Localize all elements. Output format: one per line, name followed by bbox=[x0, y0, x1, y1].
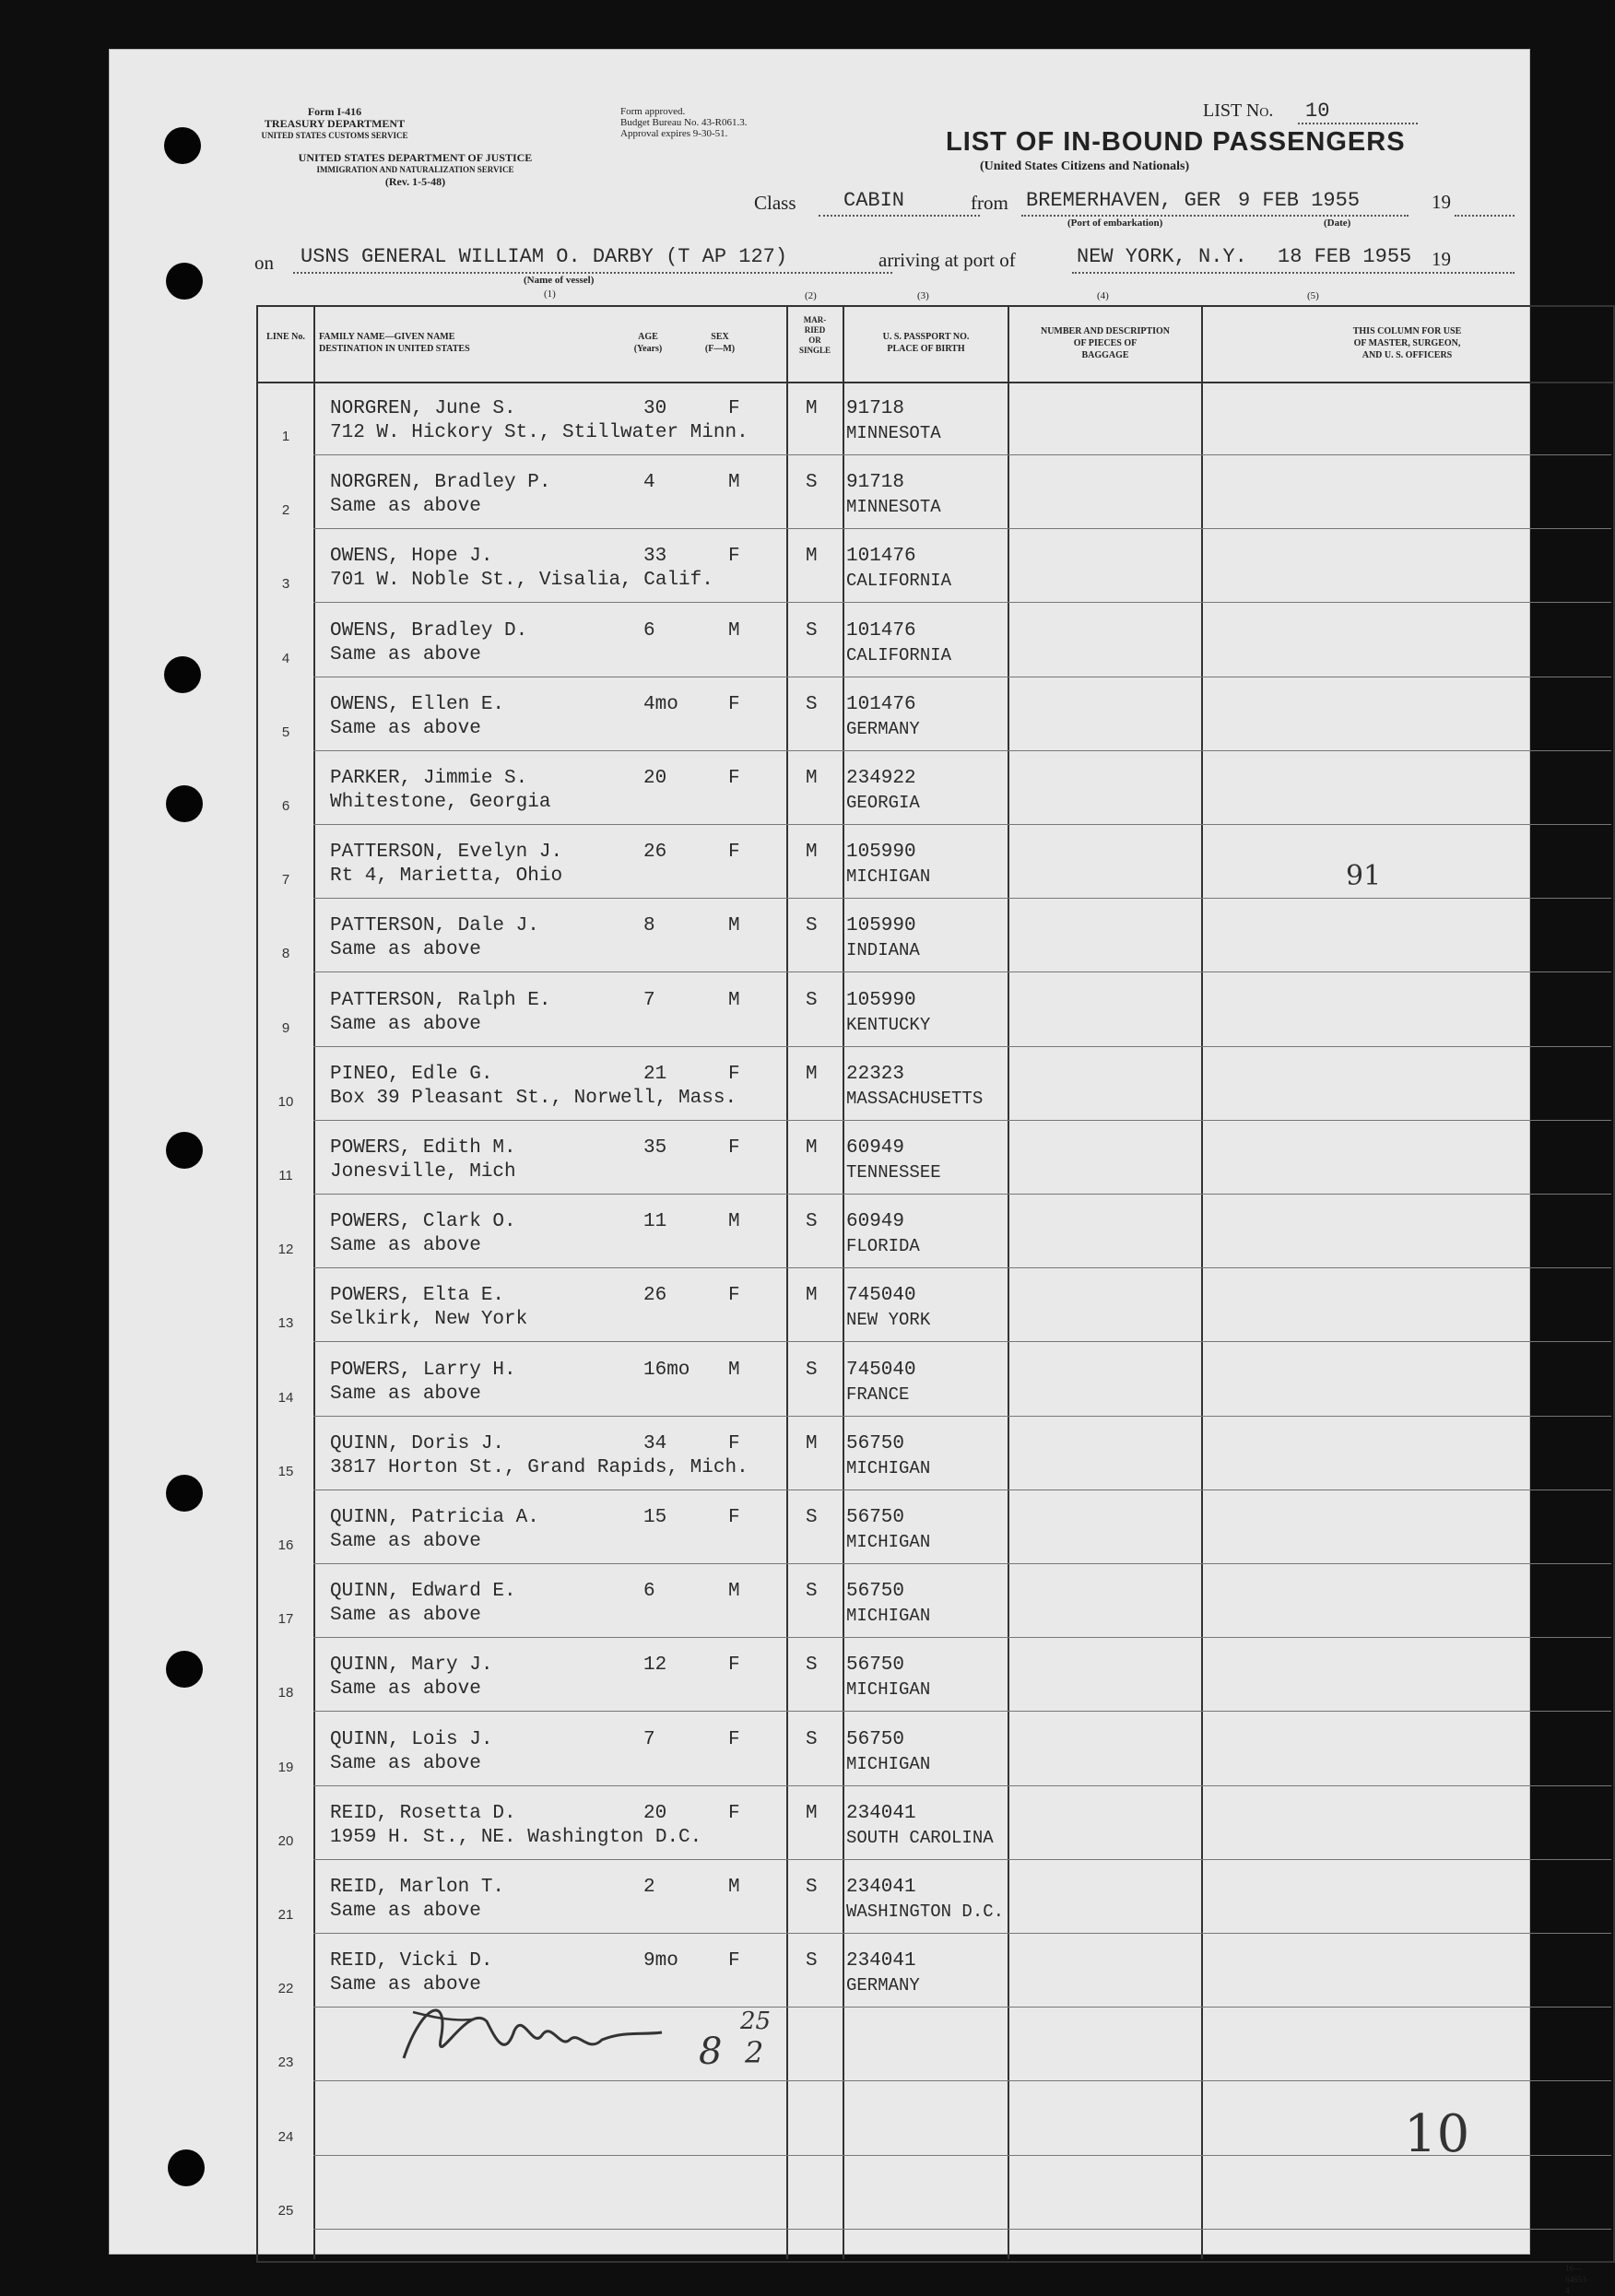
place-of-birth: FLORIDA bbox=[846, 1236, 920, 1256]
passenger-sex: M bbox=[728, 915, 740, 936]
line-number: 8 bbox=[281, 946, 290, 961]
embarkation-port: BREMERHAVEN, GER bbox=[1026, 189, 1221, 212]
passenger-sex: F bbox=[728, 1950, 740, 1972]
vessel-caption: (Name of vessel) bbox=[524, 275, 595, 286]
col-divider-officers bbox=[1201, 307, 1203, 2259]
passenger-name: QUINN, Lois J. bbox=[330, 1729, 493, 1750]
passenger-age: 7 bbox=[643, 1729, 655, 1750]
passenger-sex: F bbox=[728, 398, 740, 419]
passenger-name: REID, Marlon T. bbox=[330, 1877, 505, 1898]
passenger-destination: Same as above bbox=[330, 939, 481, 960]
col-header-baggage: NUMBER AND DESCRIPTION OF PIECES OF BAGGAGE bbox=[1040, 326, 1170, 360]
passenger-sex: F bbox=[728, 1507, 740, 1528]
passenger-name: NORGREN, Bradley P. bbox=[330, 472, 551, 493]
row-rule bbox=[313, 1859, 1611, 1860]
manifest-page bbox=[109, 49, 1589, 2295]
row-rule bbox=[313, 1933, 1611, 1934]
passenger-age: 34 bbox=[643, 1433, 667, 1454]
punch-hole-2 bbox=[166, 263, 203, 300]
col-header-line: LINE No. bbox=[266, 332, 305, 342]
form-id: Form I-416 bbox=[307, 105, 362, 118]
dept-treasury: TREASURY DEPARTMENT bbox=[264, 117, 406, 130]
list-number-label: LIST No. bbox=[1203, 100, 1274, 121]
column-3-number: (3) bbox=[917, 290, 929, 301]
passenger-name: OWENS, Hope J. bbox=[330, 546, 493, 567]
line-number: 23 bbox=[277, 2055, 294, 2070]
passenger-name: PATTERSON, Ralph E. bbox=[330, 990, 551, 1011]
row-rule bbox=[313, 1785, 1611, 1786]
passport-number: 91718 bbox=[846, 398, 905, 419]
dept-immigration: IMMIGRATION AND NATURALIZATION SERVICE bbox=[316, 165, 514, 174]
passenger-destination: Whitestone, Georgia bbox=[330, 792, 551, 813]
approval-line-1: Form approved. bbox=[620, 106, 686, 117]
class-label: Class bbox=[754, 192, 796, 214]
passenger-marital-status: M bbox=[806, 1433, 818, 1454]
passenger-marital-status: S bbox=[806, 620, 818, 642]
line-number: 19 bbox=[277, 1760, 294, 1775]
row-rule bbox=[313, 824, 1611, 825]
line-number: 1 bbox=[281, 429, 290, 444]
passport-number: 22323 bbox=[846, 1064, 905, 1085]
punch-hole-1 bbox=[164, 127, 201, 164]
column-1-number: (1) bbox=[544, 288, 556, 300]
passenger-destination: 1959 H. St., NE. Washington D.C. bbox=[330, 1827, 702, 1848]
col-divider-line bbox=[313, 307, 315, 2259]
passport-number: 101476 bbox=[846, 620, 916, 642]
row-rule bbox=[313, 1489, 1611, 1490]
from-label: from bbox=[971, 192, 1008, 214]
line-number: 12 bbox=[277, 1242, 294, 1257]
place-of-birth: CALIFORNIA bbox=[846, 571, 952, 591]
passport-number: 56750 bbox=[846, 1729, 905, 1750]
place-of-birth: NEW YORK bbox=[846, 1310, 931, 1330]
row-rule bbox=[313, 898, 1611, 899]
passenger-name: OWENS, Bradley D. bbox=[330, 620, 528, 642]
passenger-age: 33 bbox=[643, 546, 667, 567]
passenger-sex: F bbox=[728, 546, 740, 567]
line-number: 21 bbox=[277, 1907, 294, 1923]
tally-c: 2 bbox=[745, 2035, 764, 2070]
passenger-destination: 3817 Horton St., Grand Rapids, Mich. bbox=[330, 1457, 749, 1478]
passenger-sex: M bbox=[728, 1211, 740, 1232]
passenger-marital-status: S bbox=[806, 1877, 818, 1898]
dept-justice: UNITED STATES DEPARTMENT OF JUSTICE bbox=[298, 151, 533, 164]
place-of-birth: MICHIGAN bbox=[846, 1754, 931, 1774]
passenger-destination: Same as above bbox=[330, 1753, 481, 1774]
passenger-sex: M bbox=[728, 472, 740, 493]
place-of-birth: MICHIGAN bbox=[846, 866, 931, 887]
arrival-year: 19 bbox=[1432, 248, 1451, 270]
line-number: 25 bbox=[277, 2203, 294, 2219]
port-caption: (Port of embarkation) bbox=[1067, 218, 1163, 229]
embarkation-year: 19 bbox=[1432, 191, 1451, 213]
passenger-marital-status: S bbox=[806, 1729, 818, 1750]
place-of-birth: INDIANA bbox=[846, 940, 920, 960]
row-rule bbox=[313, 1711, 1611, 1712]
passport-number: 56750 bbox=[846, 1581, 905, 1602]
line-number: 17 bbox=[277, 1611, 294, 1627]
line-number: 16 bbox=[277, 1537, 294, 1553]
passenger-age: 20 bbox=[643, 1803, 667, 1824]
col-header-age: AGE (Years) bbox=[633, 332, 663, 354]
passenger-name: PATTERSON, Dale J. bbox=[330, 915, 539, 936]
passenger-age: 7 bbox=[643, 990, 655, 1011]
passenger-destination: Same as above bbox=[330, 1678, 481, 1700]
passenger-name: PARKER, Jimmie S. bbox=[330, 768, 528, 789]
place-of-birth: TENNESSEE bbox=[846, 1162, 941, 1183]
passenger-name: QUINN, Edward E. bbox=[330, 1581, 516, 1602]
passenger-sex: F bbox=[728, 1285, 740, 1306]
passport-number: 101476 bbox=[846, 694, 916, 715]
passenger-marital-status: S bbox=[806, 1211, 818, 1232]
class-value: CABIN bbox=[843, 189, 905, 212]
passenger-age: 21 bbox=[643, 1064, 667, 1085]
vessel-name: USNS GENERAL WILLIAM O. DARBY (T AP 127) bbox=[301, 245, 788, 268]
passenger-name: QUINN, Patricia A. bbox=[330, 1507, 539, 1528]
passport-number: 56750 bbox=[846, 1433, 905, 1454]
passenger-destination: Rt 4, Marietta, Ohio bbox=[330, 865, 563, 887]
passenger-name: POWERS, Larry H. bbox=[330, 1360, 516, 1381]
row-rule bbox=[313, 750, 1611, 751]
line-number: 9 bbox=[281, 1020, 290, 1036]
passenger-marital-status: S bbox=[806, 1360, 818, 1381]
line-number: 14 bbox=[277, 1390, 294, 1406]
passenger-marital-status: S bbox=[806, 694, 818, 715]
passenger-destination: 712 W. Hickory St., Stillwater Minn. bbox=[330, 422, 749, 443]
passenger-age: 15 bbox=[643, 1507, 667, 1528]
passenger-marital-status: M bbox=[806, 1803, 818, 1824]
arrival-port: NEW YORK, N.Y. bbox=[1077, 245, 1247, 268]
footer-code: 16—64653-4 bbox=[1565, 2264, 1589, 2295]
row-rule bbox=[313, 1637, 1611, 1638]
passenger-marital-status: M bbox=[806, 546, 818, 567]
place-of-birth: GERMANY bbox=[846, 719, 920, 739]
passenger-destination: Same as above bbox=[330, 1974, 481, 1996]
passport-number: 56750 bbox=[846, 1654, 905, 1676]
row-rule bbox=[313, 1046, 1611, 1047]
passenger-age: 6 bbox=[643, 620, 655, 642]
col-header-sex: SEX (F—M) bbox=[704, 332, 736, 354]
passenger-destination: 701 W. Noble St., Visalia, Calif. bbox=[330, 570, 713, 591]
col-divider-baggage bbox=[1008, 307, 1009, 2259]
col-divider-ms bbox=[786, 307, 788, 2259]
passenger-sex: M bbox=[728, 1581, 740, 1602]
passenger-marital-status: M bbox=[806, 398, 818, 419]
line-number: 5 bbox=[281, 724, 290, 740]
col-header-passport: U. S. PASSPORT NO. PLACE OF BIRTH bbox=[882, 332, 970, 354]
passenger-name: POWERS, Elta E. bbox=[330, 1285, 505, 1306]
passenger-age: 26 bbox=[643, 842, 667, 863]
passenger-age: 30 bbox=[643, 398, 667, 419]
passenger-destination: Selkirk, New York bbox=[330, 1309, 528, 1330]
passport-number: 234041 bbox=[846, 1877, 916, 1898]
list-number-value: 10 bbox=[1305, 100, 1330, 123]
passenger-destination: Same as above bbox=[330, 644, 481, 665]
place-of-birth: SOUTH CAROLINA bbox=[846, 1828, 994, 1848]
passenger-age: 16mo bbox=[643, 1360, 690, 1381]
place-of-birth: MICHIGAN bbox=[846, 1606, 931, 1626]
punch-hole-7 bbox=[166, 1651, 203, 1688]
passenger-sex: M bbox=[728, 1877, 740, 1898]
header-rule bbox=[256, 382, 1613, 383]
passenger-name: POWERS, Clark O. bbox=[330, 1211, 516, 1232]
passenger-marital-status: S bbox=[806, 1507, 818, 1528]
approval-line-3: Approval expires 9-30-51. bbox=[620, 128, 728, 139]
line-number: 20 bbox=[277, 1833, 294, 1849]
passport-number: 234922 bbox=[846, 768, 916, 789]
passenger-marital-status: M bbox=[806, 842, 818, 863]
passenger-name: OWENS, Ellen E. bbox=[330, 694, 505, 715]
col-header-officers: THIS COLUMN FOR USE OF MASTER, SURGEON, AND U. S. OFFICERS bbox=[1352, 326, 1462, 360]
row-rule bbox=[313, 1341, 1611, 1342]
place-of-birth: MICHIGAN bbox=[846, 1532, 931, 1552]
row-rule bbox=[313, 528, 1611, 529]
passenger-name: QUINN, Mary J. bbox=[330, 1654, 493, 1676]
passenger-name: PATTERSON, Evelyn J. bbox=[330, 842, 563, 863]
page-subtitle: (United States Citizens and Nationals) bbox=[980, 159, 1190, 173]
column-5-number: (5) bbox=[1307, 290, 1319, 301]
row-rule bbox=[313, 602, 1611, 603]
passenger-age: 4 bbox=[643, 472, 655, 493]
passport-number: 91718 bbox=[846, 472, 905, 493]
line-number: 24 bbox=[277, 2129, 294, 2145]
passport-number: 60949 bbox=[846, 1211, 905, 1232]
passport-number: 234041 bbox=[846, 1803, 916, 1824]
passenger-age: 11 bbox=[643, 1211, 667, 1232]
line-number: 3 bbox=[281, 576, 290, 592]
passenger-sex: F bbox=[728, 1064, 740, 1085]
passport-number: 745040 bbox=[846, 1285, 916, 1306]
passenger-age: 2 bbox=[643, 1877, 655, 1898]
passport-number: 105990 bbox=[846, 842, 916, 863]
line-number: 6 bbox=[281, 798, 290, 814]
passenger-name: REID, Vicki D. bbox=[330, 1950, 493, 1972]
column-4-number: (4) bbox=[1097, 290, 1109, 301]
row-rule bbox=[313, 1563, 1611, 1564]
passenger-age: 26 bbox=[643, 1285, 667, 1306]
passport-number: 234041 bbox=[846, 1950, 916, 1972]
place-of-birth: KENTUCKY bbox=[846, 1015, 931, 1035]
line-number: 10 bbox=[277, 1094, 294, 1110]
passenger-marital-status: S bbox=[806, 1581, 818, 1602]
passenger-age: 9mo bbox=[643, 1950, 678, 1972]
passenger-marital-status: M bbox=[806, 768, 818, 789]
passenger-name: POWERS, Edith M. bbox=[330, 1137, 516, 1159]
passport-number: 101476 bbox=[846, 546, 916, 567]
passport-number: 56750 bbox=[846, 1507, 905, 1528]
passenger-destination: Same as above bbox=[330, 1531, 481, 1552]
passenger-marital-status: M bbox=[806, 1285, 818, 1306]
line-number: 11 bbox=[278, 1168, 293, 1183]
passenger-age: 12 bbox=[643, 1654, 667, 1676]
passenger-marital-status: S bbox=[806, 915, 818, 936]
place-of-birth: MICHIGAN bbox=[846, 1458, 931, 1478]
passenger-marital-status: M bbox=[806, 1137, 818, 1159]
passenger-name: QUINN, Doris J. bbox=[330, 1433, 505, 1454]
row-rule bbox=[313, 1416, 1611, 1417]
passenger-destination: Same as above bbox=[330, 1235, 481, 1256]
place-of-birth: CALIFORNIA bbox=[846, 645, 952, 665]
passenger-sex: M bbox=[728, 620, 740, 642]
passenger-marital-status: M bbox=[806, 1064, 818, 1085]
passenger-destination: Same as above bbox=[330, 1383, 481, 1405]
row-rule bbox=[313, 2229, 1611, 2230]
place-of-birth: WASHINGTON D.C. bbox=[846, 1902, 1005, 1922]
place-of-birth: MICHIGAN bbox=[846, 1679, 931, 1700]
form-revision: (Rev. 1-5-48) bbox=[384, 175, 446, 188]
passenger-destination: Same as above bbox=[330, 1605, 481, 1626]
place-of-birth: FRANCE bbox=[846, 1384, 910, 1405]
row-rule bbox=[313, 971, 1611, 972]
passenger-age: 8 bbox=[643, 915, 655, 936]
row-rule bbox=[313, 454, 1611, 455]
passenger-destination: Box 39 Pleasant St., Norwell, Mass. bbox=[330, 1088, 737, 1109]
passenger-sex: F bbox=[728, 1137, 740, 1159]
place-of-birth: MASSACHUSETTS bbox=[846, 1089, 984, 1109]
row-rule bbox=[313, 1120, 1611, 1121]
punch-hole-6 bbox=[166, 1475, 203, 1512]
passenger-sex: F bbox=[728, 842, 740, 863]
passenger-marital-status: S bbox=[806, 990, 818, 1011]
place-of-birth: GEORGIA bbox=[846, 793, 920, 813]
place-of-birth: MINNESOTA bbox=[846, 423, 941, 443]
tally-a: 8 bbox=[699, 2031, 723, 2073]
passenger-destination: Same as above bbox=[330, 1014, 481, 1035]
passport-number: 105990 bbox=[846, 915, 916, 936]
passenger-destination: Same as above bbox=[330, 718, 481, 739]
on-label: on bbox=[254, 252, 274, 274]
line-number: 2 bbox=[281, 502, 290, 518]
passenger-name: PINEO, Edle G. bbox=[330, 1064, 493, 1085]
punch-hole-5 bbox=[166, 1132, 203, 1169]
row-rule bbox=[313, 1194, 1611, 1195]
passport-number: 745040 bbox=[846, 1360, 916, 1381]
col-header-name: FAMILY NAME—GIVEN NAME DESTINATION IN UNITED STATES bbox=[319, 332, 470, 354]
passenger-sex: F bbox=[728, 768, 740, 789]
line-number: 15 bbox=[277, 1464, 294, 1479]
punch-hole-3 bbox=[164, 656, 201, 693]
passenger-sex: M bbox=[728, 1360, 740, 1381]
passenger-sex: F bbox=[728, 1803, 740, 1824]
tally-b: 25 bbox=[740, 2008, 772, 2035]
passenger-sex: F bbox=[728, 1654, 740, 1676]
passenger-sex: F bbox=[728, 1729, 740, 1750]
date-caption: (Date) bbox=[1324, 218, 1351, 229]
passenger-age: 35 bbox=[643, 1137, 667, 1159]
place-of-birth: GERMANY bbox=[846, 1975, 920, 1996]
passenger-destination: Same as above bbox=[330, 496, 481, 517]
dept-customs: UNITED STATES CUSTOMS SERVICE bbox=[261, 131, 408, 140]
officer-mark: 91 bbox=[1346, 860, 1382, 892]
passenger-age: 4mo bbox=[643, 694, 678, 715]
passenger-name: REID, Rosetta D. bbox=[330, 1803, 516, 1824]
row-rule bbox=[313, 1267, 1611, 1268]
passenger-sex: F bbox=[728, 694, 740, 715]
line-number: 22 bbox=[277, 1981, 294, 1996]
passenger-destination: Same as above bbox=[330, 1901, 481, 1922]
passport-number: 105990 bbox=[846, 990, 916, 1011]
passenger-marital-status: S bbox=[806, 1654, 818, 1676]
passenger-marital-status: S bbox=[806, 1950, 818, 1972]
column-2-number: (2) bbox=[805, 290, 817, 301]
arriving-label: arriving at port of bbox=[878, 249, 1016, 271]
place-of-birth: MINNESOTA bbox=[846, 497, 941, 517]
passenger-name: NORGREN, June S. bbox=[330, 398, 516, 419]
passenger-destination: Jonesville, Mich bbox=[330, 1161, 516, 1183]
col-header-married: MAR- RIED OR SINGLE bbox=[798, 315, 831, 355]
line-number: 18 bbox=[277, 1685, 294, 1701]
embarkation-date: 9 FEB 1955 bbox=[1238, 189, 1361, 212]
arrival-date: 18 FEB 1955 bbox=[1278, 245, 1412, 268]
corner-mark: 10 bbox=[1404, 2104, 1470, 2164]
form-agency-block bbox=[247, 106, 422, 142]
page-title: LIST OF IN-BOUND PASSENGERS bbox=[946, 127, 1406, 157]
punch-hole-4 bbox=[166, 785, 203, 822]
line-number: 13 bbox=[277, 1315, 294, 1331]
passenger-marital-status: S bbox=[806, 472, 818, 493]
approval-line-2: Budget Bureau No. 43-R061.3. bbox=[620, 117, 748, 128]
justice-block bbox=[252, 152, 579, 188]
passenger-sex: F bbox=[728, 1433, 740, 1454]
line-number: 7 bbox=[281, 872, 290, 888]
passport-number: 60949 bbox=[846, 1137, 905, 1159]
punch-hole-8 bbox=[168, 2149, 205, 2186]
line-number: 4 bbox=[281, 651, 290, 666]
col-divider-passport bbox=[843, 307, 844, 2259]
passenger-sex: M bbox=[728, 990, 740, 1011]
passenger-age: 6 bbox=[643, 1581, 655, 1602]
approval-block bbox=[620, 106, 823, 139]
passenger-age: 20 bbox=[643, 768, 667, 789]
